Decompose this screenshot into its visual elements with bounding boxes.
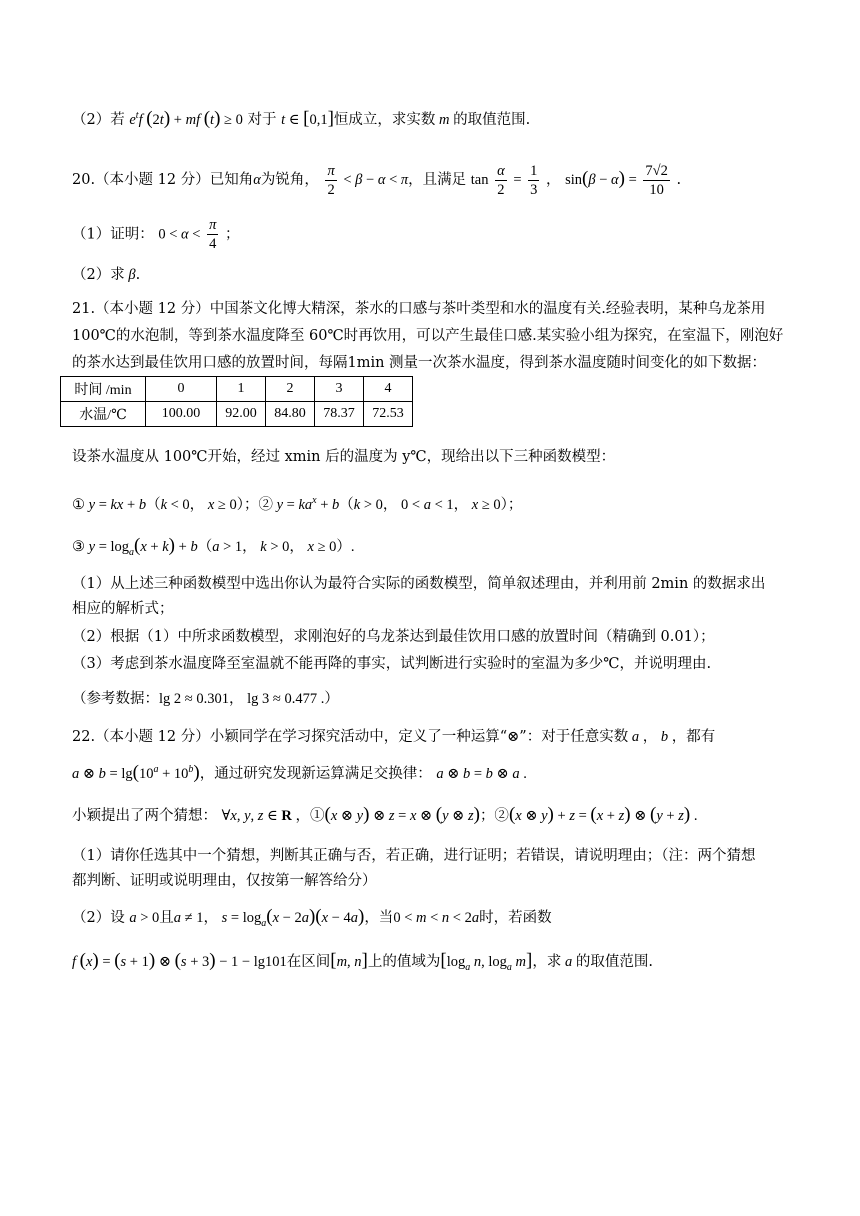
q20-part2: （2）求 β.	[72, 267, 141, 283]
temperature-table	[60, 376, 413, 427]
q19-part2: （2）若 $e^tf$ (2t) + mf (t) ≥ 0 对于 t ∈ [0,1]恒成立，求实数 m 的取值范围.	[72, 107, 531, 129]
q22-head: 22.（本小题 12 分）小颖同学在学习探究活动中，定义了一种运算“⊗”：对于任意实数 a ， b ，都有	[72, 729, 716, 745]
q21-part3: （3）考虑到茶水温度降至室温就不能再降的事实，试判断进行实验时的室温为多少℃，并说明理由.	[72, 656, 712, 672]
q22-function: f (x) = (s + 1) ⊗ (s + 3) − 1 − lg101在区间[m, n]上的值域为[$\log_a$ n, $\log_a m$]，求 a 的取值范围.	[72, 950, 653, 973]
q21-models-1-2: ① y = kx + b（k < 0， x ≥ 0）；② $y = ka^x + b(k > 0$， 0 < a < 1， x ≥ 0）；	[72, 495, 523, 513]
q22-part1: （1）请你任选其中一个猜想，判断其正确与否，若正确，进行证明；若错误，请说明理由；（注：两个猜想	[72, 848, 756, 864]
q21-line3: 的茶水达到最佳饮用口感的放置时间，每隔1min 测量一次茶水温度，得到茶水温度随时间变化的如下数据：	[72, 355, 767, 371]
q20-head: 20.（本小题 12 分）已知角α为锐角， $\frac{\pi}{2}$ < β − α < π，且满足 tan $\frac{\alpha}{2}$ = $\frac{1}{3}$ ， sin(β − α) = $\frac{7√2}{10}$ .	[72, 162, 682, 198]
q22-part2: （2）设 a > 0且a ≠ 1， $s = \log_a(x - 2a)(x - 4a)$，当0 < m < n < 2a时，若函数	[72, 906, 552, 929]
q21-reference: （参考数据：lg 2 ≈ 0.301， lg 3 ≈ 0.477 .）	[72, 691, 339, 707]
q21-part1-cont: 相应的解析式；	[72, 601, 174, 617]
table-header-temp: 水温/℃	[61, 402, 146, 427]
q22-part1-cont: 都判断、证明或说明理由，仅按第一解答给分）	[72, 873, 377, 889]
q20-part1: （1）证明： 0 < α < $\frac{\pi}{4}$ ；	[72, 217, 240, 252]
q21-part1: （1）从上述三种函数模型中选出你认为最符合实际的函数模型，简单叙述理由，并利用前 2min 的数据求出	[72, 576, 766, 592]
table-row-temp: 水温/℃ 100.00 92.00 84.80 78.37 72.53	[61, 402, 413, 427]
q22-conjectures: 小颖提出了两个猜想： ∀x, y, z ∈ R ，①(x ⊗ y) ⊗ z = x ⊗ (y ⊗ z)；②(x ⊗ y) + z = (x + z) ⊗ (y + z) .	[72, 804, 698, 825]
table-header-time: 时间 /min	[61, 377, 146, 402]
table-row-time: 时间 /min 0 1 2 3 4	[61, 377, 413, 402]
frac-pi-2: $\frac{\pi}{2}$	[327, 162, 335, 198]
q21-line1: 21.（本小题 12 分）中国茶文化博大精深，茶水的口感与茶叶类型和水的温度有关.经验表明，某种乌龙茶用	[72, 301, 766, 317]
q21-part2: （2）根据（1）中所求函数模型，求刚泡好的乌龙茶达到最佳饮用口感的放置时间（精确到 0.01）；	[72, 629, 715, 645]
q21-model-3: ③ $y = \log_a(x + k) + b(a > 1$， k > 0， x ≥ 0）.	[72, 535, 355, 558]
q21-line2: 100℃的水泡制，等到茶水温度降至 60℃时再饮用，可以产生最佳口感.某实验小组为探究，在室温下，刚泡好	[72, 328, 784, 344]
q21-setup: 设茶水温度从 100℃开始，经过 xmin 后的温度为 y℃，现给出以下三种函数模型：	[72, 449, 616, 465]
q22-definition: a ⊗ $b = \lg(10^a + 10^b)$，通过研究发现新运算满足交换律： a ⊗ b = b ⊗ a .	[72, 761, 527, 783]
